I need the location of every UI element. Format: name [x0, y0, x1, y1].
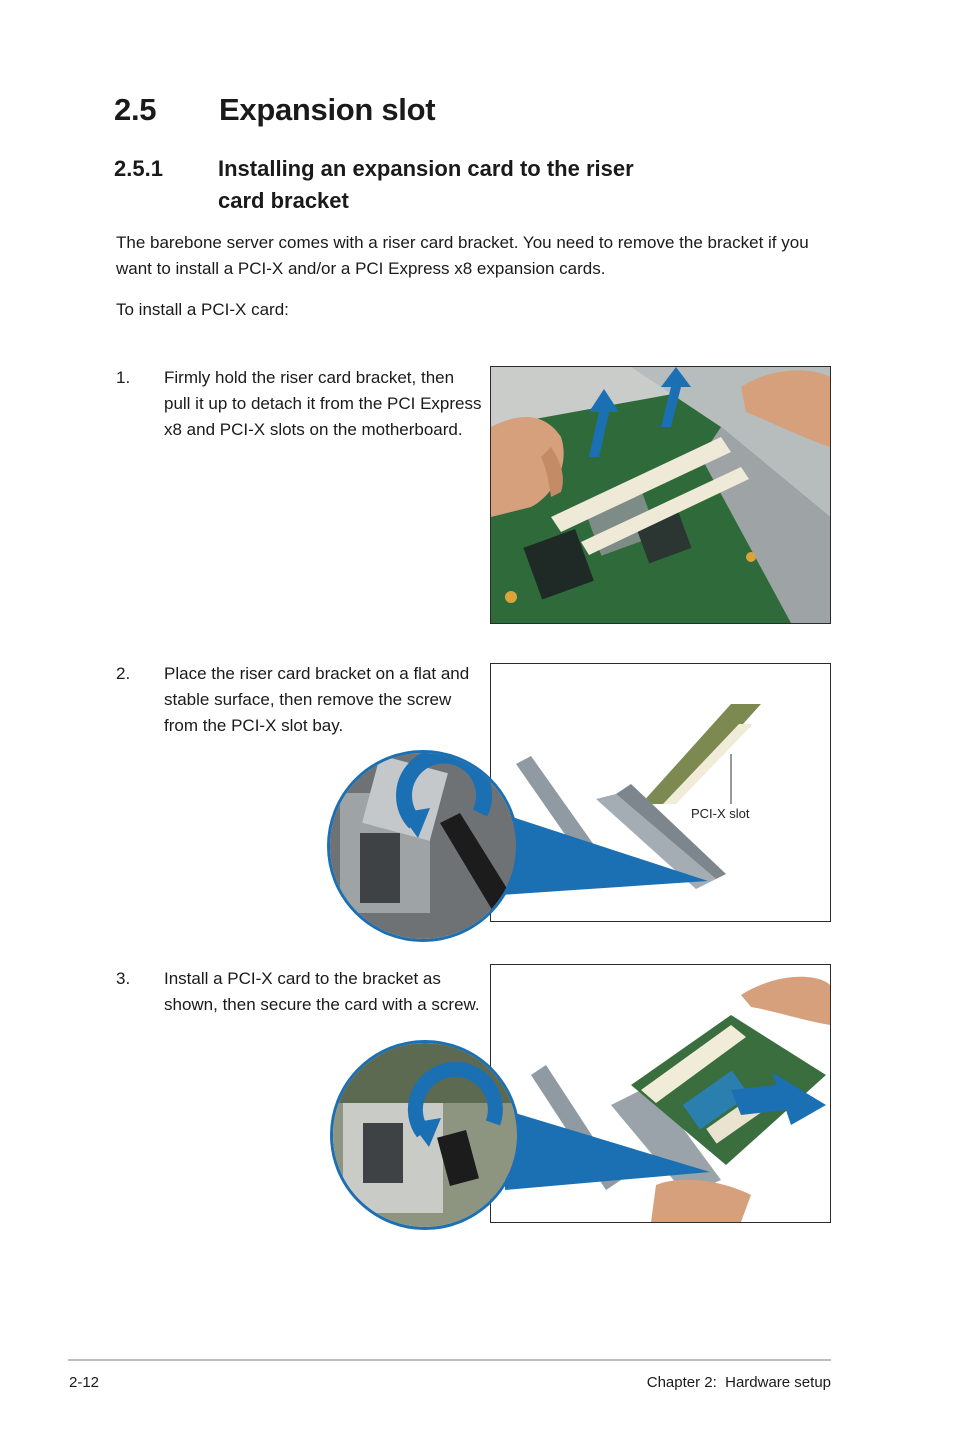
zoom-screw-removal [327, 750, 519, 942]
lead-paragraph: To install a PCI-X card: [116, 300, 289, 319]
step-1 [116, 365, 496, 475]
step-text: Place the riser card bracket on a flat and stable surface, then remove the screw from the PCI-X slot bay. [164, 664, 470, 735]
photo-remove-riser-bracket [490, 366, 831, 624]
subsection-heading [114, 153, 674, 217]
step-3 [116, 966, 496, 1050]
step-text: Install a PCI-X card to the bracket as shown, then secure the card with a screw. [164, 969, 480, 1014]
pcix-slot-callout: PCI-X slot [691, 806, 750, 821]
step-text: Firmly hold the riser card bracket, then pull it up to detach it from the PCI Express x8 and PCI-X slots on the motherboard. [164, 368, 482, 439]
page-number: 2-12 [69, 1374, 100, 1391]
section-title: Expansion slot [219, 92, 436, 127]
step-number: 1. [116, 368, 131, 387]
step-number: 2. [116, 664, 131, 683]
subsection-number: 2.5.1 [114, 156, 163, 181]
subsection-title: Installing an expansion card to the riser card bracket [218, 156, 634, 213]
step-2 [116, 661, 496, 745]
zoom-screw-secure [330, 1040, 520, 1230]
chapter-label: Chapter 2: Hardware setup [646, 1374, 831, 1391]
zoom-pointer-2 [500, 805, 710, 895]
footer-rule [68, 1359, 831, 1361]
intro-paragraph: The barebone server comes with a riser card bracket. You need to remove the bracket if you want to install a PCI-X and/or a PCI Express x8 expansion cards. [116, 233, 809, 278]
step-number: 3. [116, 969, 131, 988]
section-heading [114, 92, 435, 128]
section-number: 2.5 [114, 92, 157, 127]
zoom-pointer-3 [505, 1100, 715, 1190]
